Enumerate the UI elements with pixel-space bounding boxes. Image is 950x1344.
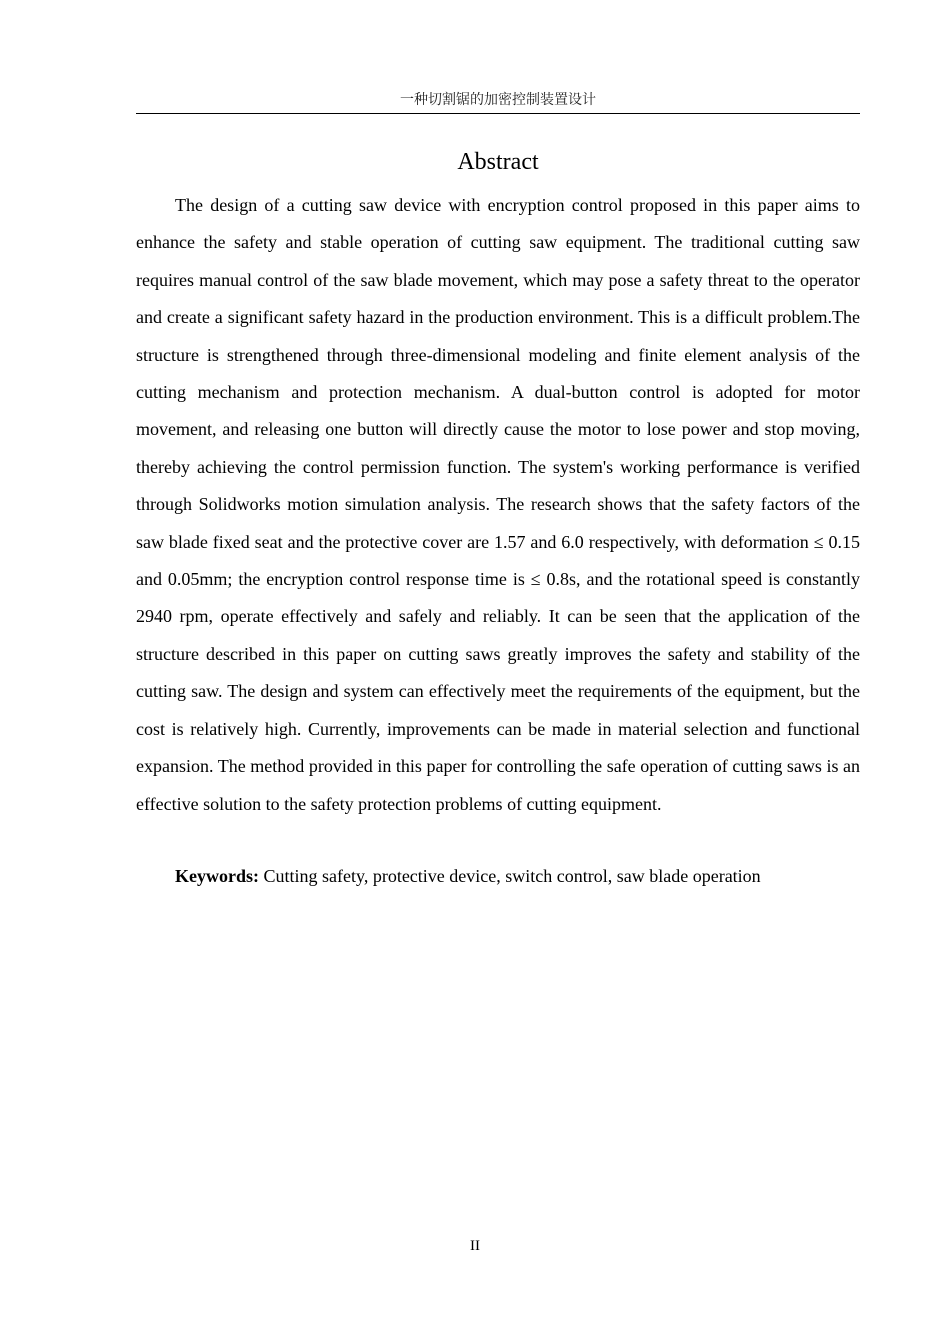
- running-header: 一种切割锯的加密控制装置设计: [400, 92, 596, 108]
- header-rule: [136, 113, 860, 114]
- keywords-label: Keywords:: [175, 866, 259, 886]
- page-number: II: [470, 1238, 480, 1254]
- abstract-body: The design of a cutting saw device with encryption control proposed in this paper aims to enhance the safety and stable operation of cutting saw equipment. The traditional cutting saw requires manual control of the saw blade movement, which may pose a safety threat to the operator and create a significant safety hazard in the production environment. This is a difficult problem.The structure is strengthened through three-dimensional modeling and finite element analysis of the cutting mechanism and protection mechanism. A dual-button control is adopted for motor movement, and releasing one button will directly cause the motor to lose power and stop moving, thereby achieving the control permission function. The system's working performance is verified through Solidworks motion simulation analysis. The research shows that the safety factors of the saw blade fixed seat and the protective cover are 1.57 and 6.0 respectively, with deformation ≤ 0.15 and 0.05mm; the encryption control response time is ≤ 0.8s, and the rotational speed is constantly 2940 rpm, operate effectively and safely and reliably. It can be seen that the application of the structure described in this paper on cutting saws greatly improves the safety and stability of the cutting saw. The design and system can effectively meet the requirements of the equipment, but the cost is relatively high. Currently, improvements can be made in material selection and functional expansion. The method provided in this paper for controlling the safe operation of cutting saws is an effective solution to the safety protection problems of cutting equipment.: [136, 195, 860, 814]
- keywords-text: Cutting safety, protective device, switch control, saw blade operation: [259, 866, 761, 886]
- keywords-line: [136, 858, 860, 895]
- abstract-title: Abstract: [457, 149, 539, 175]
